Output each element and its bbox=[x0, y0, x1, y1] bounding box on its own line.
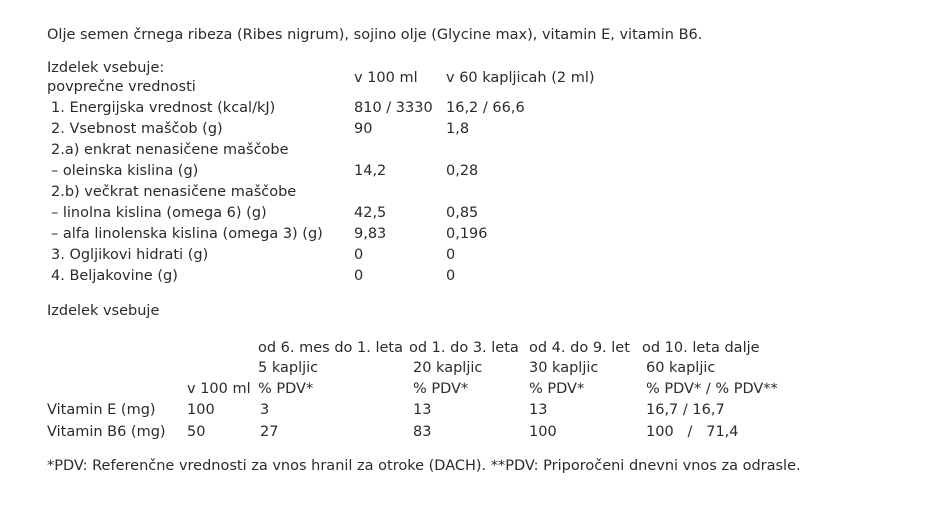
nutrition-row-60drops: 16,2 / 66,6 bbox=[446, 100, 525, 116]
nutrition-row-60drops: 0,28 bbox=[446, 163, 479, 179]
age-header-1: od 6. mes do 1. leta bbox=[258, 340, 403, 356]
pdv-header-4: % PDV* / % PDV** bbox=[646, 381, 778, 397]
nutrition-row-label: – alfa linolenska kislina (omega 3) (g) bbox=[51, 226, 323, 242]
drops-header-2: 20 kapljic bbox=[413, 360, 483, 376]
ingredients-text: Olje semen črnega ribeza (Ribes nigrum), sojino olje (Glycine max), vitamin E, vitamin B6. bbox=[47, 27, 703, 43]
nutrition-row-label: – oleinska kislina (g) bbox=[51, 163, 199, 179]
nutrition-heading-line2: povprečne vrednosti bbox=[47, 79, 196, 95]
nutrition-row-label: 1. Energijska vrednost (kcal/kJ) bbox=[51, 100, 276, 116]
nutrition-row-100ml: 90 bbox=[354, 121, 373, 137]
vitamin-b6-label: Vitamin B6 (mg) bbox=[47, 424, 166, 440]
vitamin-b6-val-4: 100 / 71,4 bbox=[646, 424, 739, 440]
nutrition-row-100ml: 0 bbox=[354, 268, 364, 284]
vitamin-e-val-3: 13 bbox=[529, 402, 548, 418]
age-header-4: od 10. leta dalje bbox=[642, 340, 760, 356]
nutrition-row-60drops: 0,85 bbox=[446, 205, 479, 221]
nutrition-row-60drops: 0 bbox=[446, 268, 456, 284]
vitamin-e-val-1: 3 bbox=[260, 402, 270, 418]
vitamin-b6-val-1: 27 bbox=[260, 424, 279, 440]
nutrition-row-100ml: 810 / 3330 bbox=[354, 100, 433, 116]
vitamin-b6-val-3: 100 bbox=[529, 424, 557, 440]
nutrition-row-label: 3. Ogljikovi hidrati (g) bbox=[51, 247, 209, 263]
vitamin-e-val-2: 13 bbox=[413, 402, 432, 418]
vitamins-col-100ml: v 100 ml bbox=[187, 381, 251, 397]
age-header-3: od 4. do 9. let bbox=[529, 340, 630, 356]
nutrition-row-100ml: 42,5 bbox=[354, 205, 387, 221]
nutrition-row-label: 2.a) enkrat nenasičene maščobe bbox=[51, 142, 289, 158]
vitamin-e-label: Vitamin E (mg) bbox=[47, 402, 156, 418]
vitamins-heading: Izdelek vsebuje bbox=[47, 303, 160, 319]
vitamin-b6-100ml: 50 bbox=[187, 424, 206, 440]
pdv-header-1: % PDV* bbox=[258, 381, 314, 397]
nutrition-row-label: 4. Beljakovine (g) bbox=[51, 268, 178, 284]
nutrition-heading-line1: Izdelek vsebuje: bbox=[47, 60, 165, 76]
nutrition-col-60drops: v 60 kapljicah (2 ml) bbox=[446, 70, 595, 86]
nutrition-row-100ml: 0 bbox=[354, 247, 364, 263]
drops-header-4: 60 kapljic bbox=[646, 360, 716, 376]
nutrition-col-100ml: v 100 ml bbox=[354, 70, 418, 86]
age-header-2: od 1. do 3. leta bbox=[409, 340, 519, 356]
pdv-header-3: % PDV* bbox=[529, 381, 585, 397]
vitamin-b6-val-2: 83 bbox=[413, 424, 432, 440]
footnote: *PDV: Referenčne vrednosti za vnos hranil za otroke (DACH). **PDV: Priporočeni dnevni vnos za odrasle. bbox=[47, 458, 801, 474]
nutrition-row-60drops: 0 bbox=[446, 247, 456, 263]
vitamin-e-val-4: 16,7 / 16,7 bbox=[646, 402, 725, 418]
drops-header-3: 30 kapljic bbox=[529, 360, 599, 376]
nutrition-row-60drops: 0,196 bbox=[446, 226, 488, 242]
nutrition-row-label: – linolna kislina (omega 6) (g) bbox=[51, 205, 267, 221]
drops-header-1: 5 kapljic bbox=[258, 360, 319, 376]
vitamin-e-100ml: 100 bbox=[187, 402, 215, 418]
pdv-header-2: % PDV* bbox=[413, 381, 469, 397]
nutrition-row-100ml: 14,2 bbox=[354, 163, 387, 179]
nutrition-row-100ml: 9,83 bbox=[354, 226, 387, 242]
nutrition-row-label: 2. Vsebnost maščob (g) bbox=[51, 121, 223, 137]
nutrition-row-60drops: 1,8 bbox=[446, 121, 470, 137]
nutrition-row-label: 2.b) večkrat nenasičene maščobe bbox=[51, 184, 297, 200]
